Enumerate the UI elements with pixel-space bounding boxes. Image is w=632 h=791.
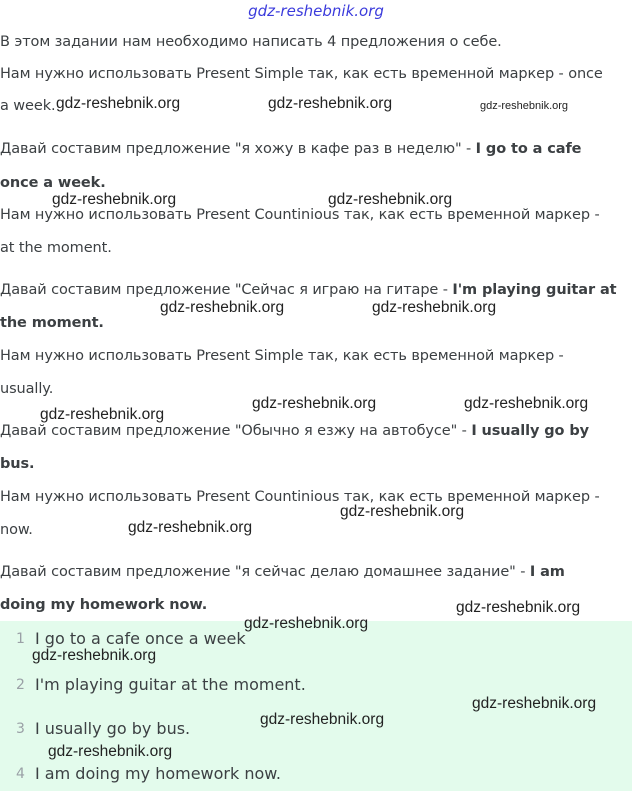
bold-answer: I usually go by [471, 423, 589, 439]
watermark: gdz-reshebnik.org [252, 395, 377, 412]
bold-answer: doing my homework now. [0, 597, 208, 613]
paragraph-5-line-1: Давай составим предложение "Сейчас я играю на гитаре - I'm playing guitar at [0, 282, 617, 298]
paragraph-7-line-2 [0, 447, 632, 481]
answer-number: 4 [16, 766, 25, 782]
answer-number: 3 [16, 721, 25, 737]
answer-text: I'm playing guitar at the moment. [35, 675, 306, 694]
watermark: gdz-reshebnik.org [456, 599, 581, 616]
paragraph-3-line-1: Давай составим предложение "я хожу в кафе раз в неделю" - I go to a cafe [0, 141, 582, 157]
bold-answer: I go to a cafe [475, 141, 582, 157]
paragraph-9-line-1: Давай составим предложение "я сейчас делаю домашнее задание" - I am [0, 564, 565, 580]
watermark: gdz-reshebnik.org [260, 711, 385, 728]
watermark: gdz-reshebnik.org [328, 191, 453, 208]
paragraph-6-line-2: usually. [0, 381, 54, 397]
bold-answer: I am [529, 564, 565, 580]
bold-answer: once a week. [0, 175, 106, 191]
watermark: gdz-reshebnik.org [268, 95, 393, 112]
watermark: gdz-reshebnik.org [128, 519, 253, 536]
watermark: gdz-reshebnik.org [56, 95, 181, 112]
paragraph-6-line-1: Нам нужно использовать Present Simple так, как есть временной маркер - [0, 348, 564, 364]
watermark: gdz-reshebnik.org [244, 615, 369, 632]
watermark: gdz-reshebnik.org [480, 100, 569, 112]
watermark: gdz-reshebnik.org [52, 191, 177, 208]
watermark: gdz-reshebnik.org [32, 647, 157, 664]
paragraph-4-line-2: at the moment. [0, 240, 112, 256]
watermark: gdz-reshebnik.org [40, 406, 165, 423]
bold-answer: the moment. [0, 315, 104, 331]
site-title[interactable]: gdz-reshebnik.org [248, 2, 384, 20]
watermark: gdz-reshebnik.org [160, 299, 285, 316]
bold-answer: I'm playing guitar at [452, 282, 617, 298]
answer-text: I am doing my homework now. [35, 764, 281, 783]
watermark: gdz-reshebnik.org [372, 299, 497, 316]
paragraph-8-line-1: Нам нужно использовать Present Countinious так, как есть временной маркер - [0, 489, 600, 505]
answer-text: I go to a cafe once a week [35, 629, 246, 648]
watermark: gdz-reshebnik.org [340, 503, 465, 520]
answer-text: I usually go by bus. [35, 719, 191, 738]
answer-number: 1 [16, 631, 25, 647]
paragraph-1-line-1: В этом задании нам необходимо написать 4 предложения о себе. [0, 34, 502, 50]
paragraph-2-line-1: Нам нужно использовать Present Simple так, как есть временной маркер - once [0, 66, 603, 82]
paragraph-2-line-2: a week. [0, 98, 56, 114]
answer-number: 2 [16, 677, 25, 693]
bold-answer: bus. [0, 456, 35, 472]
paragraph-4-line-1: Нам нужно использовать Present Countinious так, как есть временной маркер - [0, 207, 600, 223]
watermark: gdz-reshebnik.org [48, 743, 173, 760]
watermark: gdz-reshebnik.org [464, 395, 589, 412]
paragraph-5-line-2 [0, 306, 632, 340]
paragraph-8-line-2: now. [0, 522, 33, 538]
paragraph-7-line-1: Давай составим предложение "Обычно я езжу на автобусе" - I usually go by [0, 423, 589, 439]
watermark: gdz-reshebnik.org [472, 695, 597, 712]
